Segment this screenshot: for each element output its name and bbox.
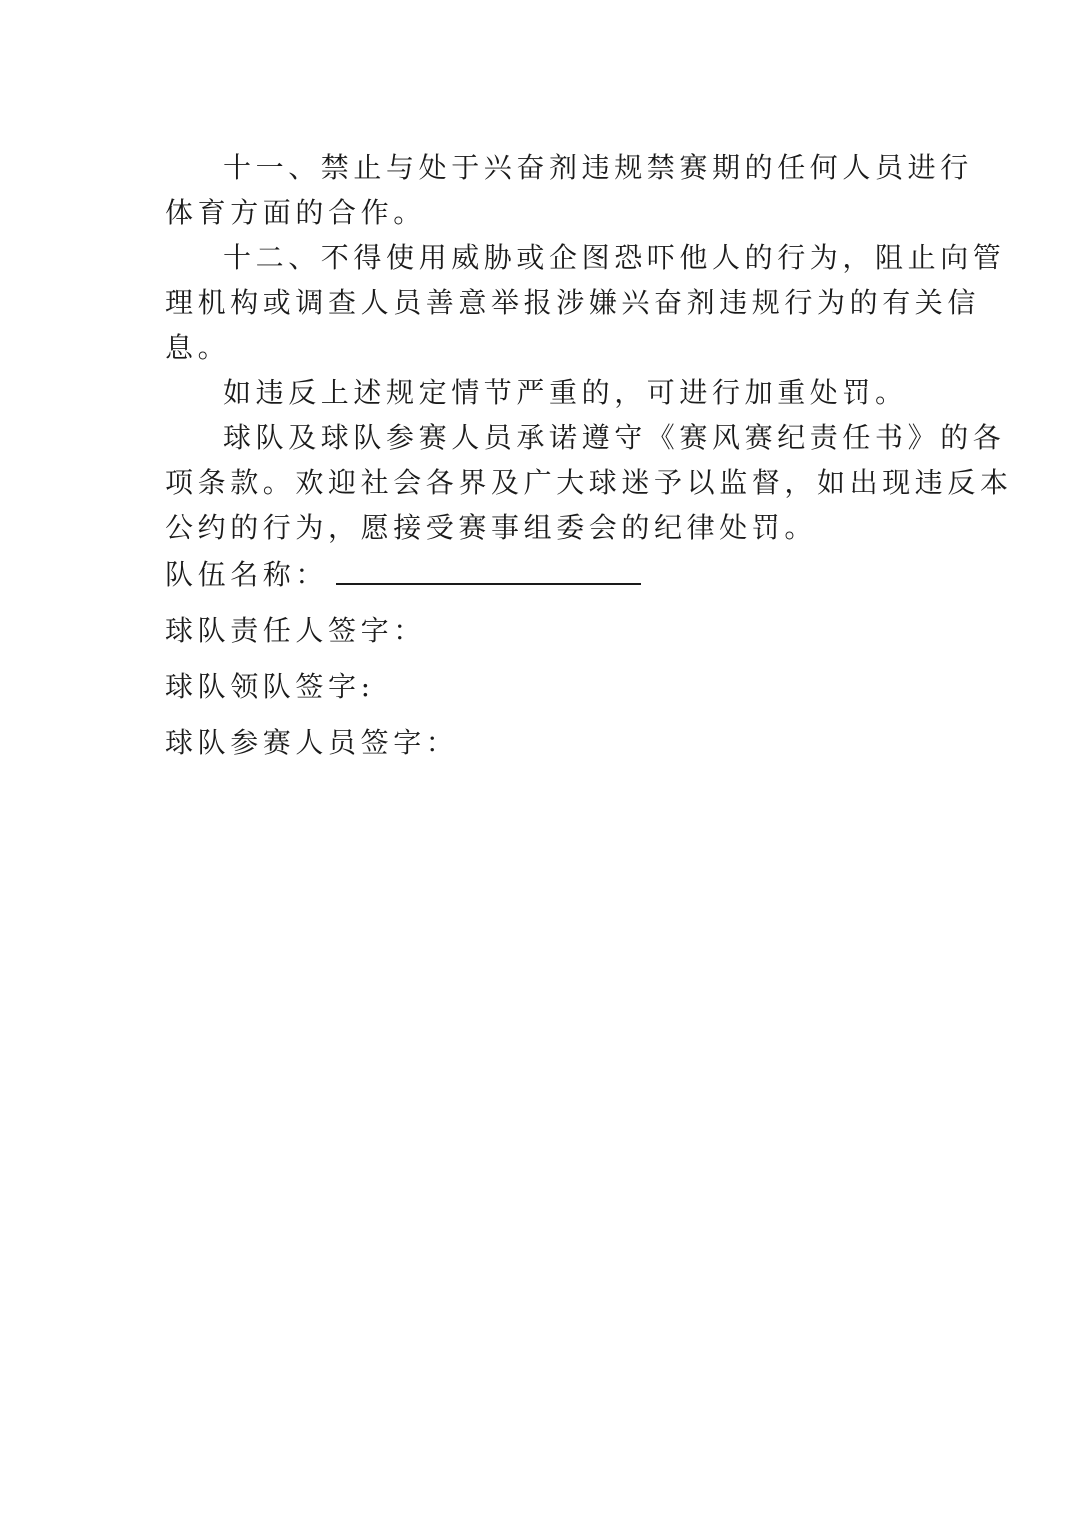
clause-11-line-1: 十一、禁止与处于兴奋剂违规禁赛期的任何人员进行 [223, 151, 973, 184]
clause-12 [165, 235, 1006, 370]
clause-12-line-2: 理机构或调查人员善意举报涉嫌兴奋剂违规行为的有关信 [165, 286, 981, 319]
document-body [165, 145, 1013, 765]
clause-12-line-1: 十二、不得使用威胁或企图恐吓他人的行为，阻止向管 [223, 241, 1006, 274]
clause-12-line-3: 息。 [165, 331, 231, 364]
commitment-line-3: 公约的行为，愿接受赛事组委会的纪律处罚。 [165, 511, 818, 544]
team-name-row [165, 552, 905, 597]
team-name-label: 队伍名称： [165, 558, 329, 591]
team-name-blank-line[interactable] [336, 563, 641, 585]
team-leader-sign-label: 球队领队签字: [165, 670, 375, 703]
commitment-paragraph [165, 415, 1013, 550]
commitment-line-1: 球队及球队参赛人员承诺遵守《赛风赛纪责任书》的各 [223, 421, 1006, 454]
team-responsible-sign-label: 球队责任人签字： [165, 614, 426, 647]
commitment-line-2: 项条款。欢迎社会各界及广大球迷予以监督，如出现违反本 [165, 466, 1013, 499]
clause-11-line-2: 体育方面的合作。 [165, 196, 426, 229]
team-players-sign-label: 球队参赛人员签字： [165, 726, 459, 759]
clause-11 [165, 145, 973, 235]
penalty-note: 如违反上述规定情节严重的，可进行加重处罚。 [223, 376, 908, 409]
